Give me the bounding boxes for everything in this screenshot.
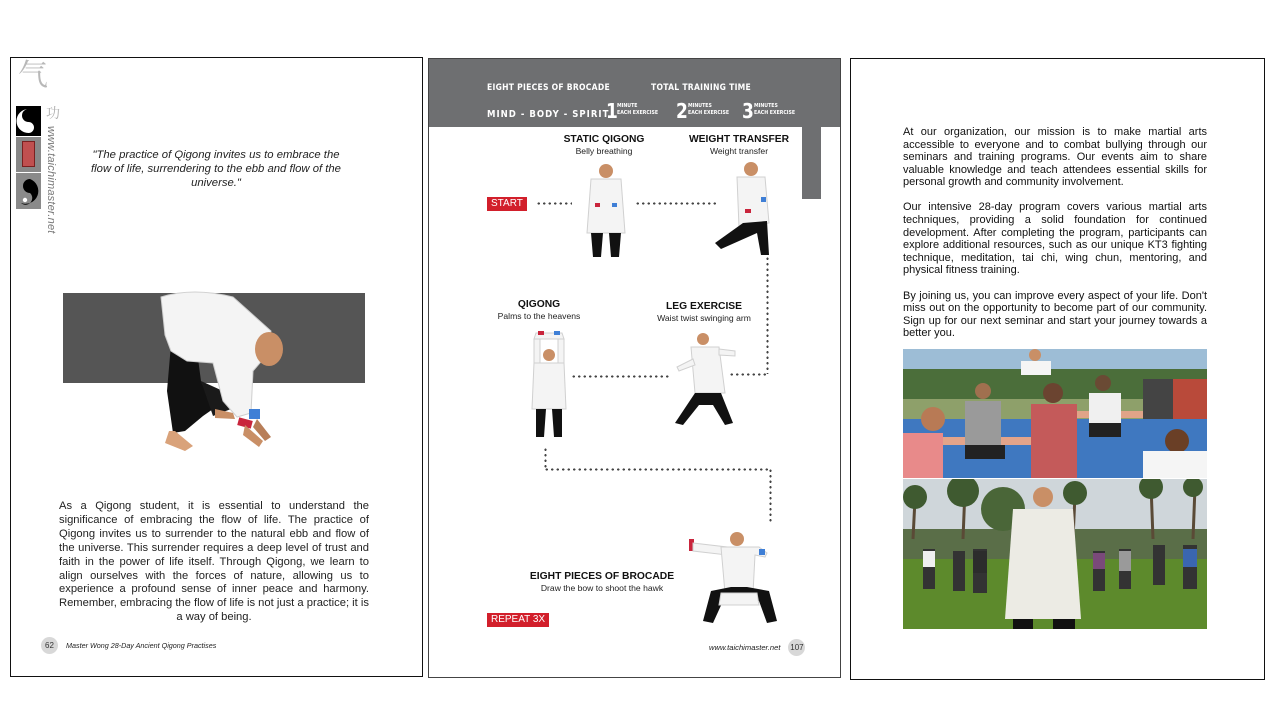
exercise-subtitle: Palms to the heavens <box>497 311 581 321</box>
pull-quote: "The practice of Qigong invites us to embrace the flow of life, surrendering to the ebb and flow of the universe." <box>91 149 341 189</box>
exercise-title: WEIGHT TRANSFER <box>688 134 790 145</box>
about-page <box>850 58 1265 680</box>
footer-left <box>41 637 216 654</box>
about-text <box>903 126 1207 352</box>
exercise-label <box>674 134 804 157</box>
figure-waist-twist <box>669 329 744 429</box>
exercise-label <box>549 134 659 157</box>
page-number: 107 <box>788 639 805 656</box>
book-title: Master Wong 28-Day Ancient Qigong Practises <box>66 641 217 650</box>
header-banner <box>429 59 841 127</box>
start-tag: START <box>487 197 527 211</box>
option-3-each: EACH EXERCISE <box>754 110 796 116</box>
seminar-photo-outdoor-court <box>903 349 1207 478</box>
gong-character: 功 <box>46 106 60 122</box>
path-dots <box>635 202 717 205</box>
figure-palms-to-heavens <box>524 327 574 442</box>
paragraph: Our intensive 28-day program covers various martial arts techniques, providing a solid foundation for continued development. After completing the program, participants can explore additional resources, such as our unique KT3 fighting technique, meditation, tai chi, wing chun, mentoring, and physical fitness training. <box>903 201 1207 277</box>
exercise-label <box>634 301 774 324</box>
page-107 <box>428 58 841 678</box>
figure-draw-the-bow <box>687 529 787 629</box>
exercise-subtitle: Waist twist swinging arm <box>657 313 751 323</box>
exercise-title: EIGHT PIECES OF BROCADE <box>529 571 675 582</box>
qi-character: 气 <box>18 58 48 93</box>
yin-yang-icon-top <box>16 106 41 136</box>
forward-bend-figure <box>63 293 365 463</box>
exercise-label <box>479 299 599 322</box>
page-62 <box>10 57 423 677</box>
yin-yang-icon-bottom <box>16 173 41 209</box>
exercise-label <box>527 571 677 594</box>
seminar-photo-park <box>903 479 1207 629</box>
path-dots <box>536 202 572 205</box>
option-3-unit: MINUTES <box>754 103 778 109</box>
exercise-subtitle: Weight transfer <box>709 146 769 156</box>
repeat-tag: REPEAT 3X <box>487 613 549 627</box>
figure-static-qigong <box>581 161 631 261</box>
exercise-title: LEG EXERCISE <box>665 301 743 312</box>
option-1-number: 1 <box>606 99 618 123</box>
header-title: EIGHT PIECES OF BROCADE <box>487 83 610 93</box>
option-1-each: EACH EXERCISE <box>617 110 659 116</box>
path-dots <box>769 468 772 524</box>
option-2-each: EACH EXERCISE <box>688 110 730 116</box>
option-1-unit: MINUTE <box>617 103 638 109</box>
header-side-strip <box>802 127 821 199</box>
path-dots <box>544 447 547 469</box>
paragraph: By joining us, you can improve every aspect of your life. Don't miss out on the opportunity to become part of our community. Sign up for our next seminar and start your journey towards a better you. <box>903 289 1207 340</box>
vertical-website-url: www.taichimaster.net <box>45 126 57 234</box>
path-dots <box>544 468 771 471</box>
footer-url: www.taichimaster.net <box>709 643 781 652</box>
option-2-number: 2 <box>676 99 688 123</box>
training-time-label: TOTAL TRAINING TIME <box>651 83 752 93</box>
qigong-logo <box>16 58 66 241</box>
exercise-subtitle: Belly breathing <box>575 146 633 156</box>
option-2-unit: MINUTES <box>688 103 712 109</box>
option-3-number: 3 <box>742 99 754 123</box>
header-subtitle: MIND - BODY - SPIRIT <box>487 109 610 120</box>
figure-weight-transfer <box>707 159 777 259</box>
path-dots <box>766 256 769 374</box>
path-dots <box>571 375 671 378</box>
body-paragraph: As a Qigong student, it is essential to understand the significance of embracing the flow of life. The practice of Qigong invites us to surrender to the natural ebb and flow of the universe. This surrender requires a deep level of trust and faith in the power of life itself. Through Qigong, we learn to align ourselves with the forces of nature, allowing us to experience a profound sense of inner peace and harmony. Remember, embracing the flow of life is not just a practice; it is a way of being. <box>59 500 369 624</box>
exercise-subtitle: Draw the bow to shoot the hawk <box>540 583 664 593</box>
page-number: 62 <box>41 637 58 654</box>
paragraph: At our organization, our mission is to make martial arts accessible to everyone and to combat bullying through our seminars and training programs. Our events aim to share valuable knowledge and teach attendees essential skills for personal growth and community involvement. <box>903 126 1207 189</box>
exercise-title: QIGONG <box>517 299 561 310</box>
exercise-title: STATIC QIGONG <box>563 134 645 145</box>
footer-middle <box>709 639 805 656</box>
bending-man-illustration <box>153 291 293 456</box>
seal-icon <box>16 137 41 172</box>
